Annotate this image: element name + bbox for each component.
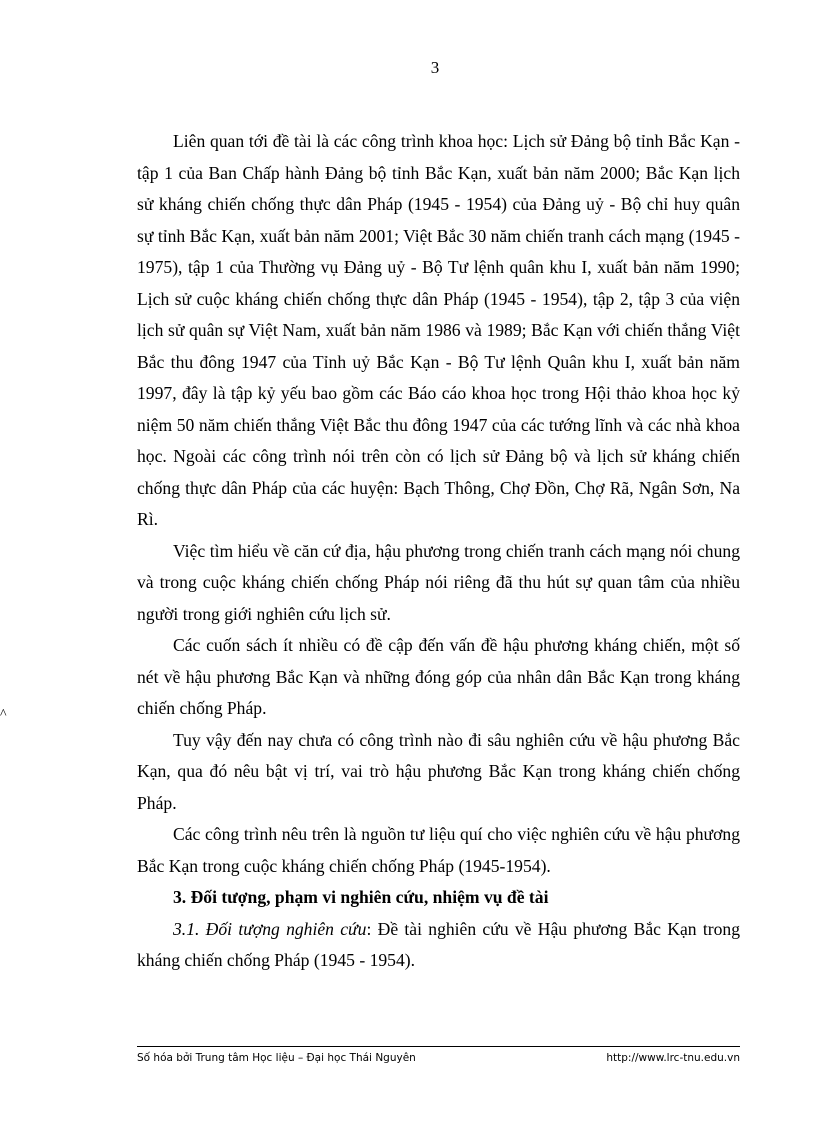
subsection-text: : Đề tài nghiên cứu về Hậu phương Bắc Kạn trong kháng chiến chống Pháp (1945 - 1954).: [137, 918, 740, 970]
paragraph-research-interest: Việc tìm hiểu về căn cứ địa, hậu phương trong chiến tranh cách mạng nói chung và trong cuộc kháng chiến chống Pháp nói riêng đã thu hút sự quan tâm của nhiều người trong giới nghiên cứu lịch sử.: [137, 540, 740, 624]
page-number: 3: [430, 58, 440, 77]
margin-mark: ^: [0, 707, 7, 722]
subsection-paragraph: [137, 914, 740, 977]
footer-divider: [137, 1046, 740, 1047]
paragraph-research-gap: Tuy vậy đến nay chưa có công trình nào đi sâu nghiên cứu về hậu phương Bắc Kạn, qua đó nêu bật vị trí, vai trò hậu phương Bắc Kạn trong kháng chiến chống Pháp.: [137, 729, 740, 813]
page-footer: [137, 1052, 740, 1064]
paragraph-related-works: Liên quan tới đề tài là các công trình khoa học: Lịch sử Đảng bộ tỉnh Bắc Kạn - tập 1 của Ban Chấp hành Đảng bộ tỉnh Bắc Kạn, xuất bản năm 2000; Bắc Kạn lịch sử kháng chiến chống thực dân Pháp (1945 - 1954) của Đảng uỷ - Bộ chỉ huy quân sự tỉnh Bắc Kạn, xuất bản năm 2001; Việt Bắc 30 năm chiến tranh cách mạng (1945 - 1975), tập 1 của Thường vụ Đảng uỷ - Bộ Tư lệnh quân khu I, xuất bản năm 1990; Lịch sử cuộc kháng chiến chống thực dân Pháp (1945 - 1954), tập 2, tập 3 của viện lịch sử quân sự Việt Nam, xuất bản năm 1986 và 1989; Bắc Kạn với chiến thắng Việt Bắc thu đông 1947 của Tỉnh uỷ Bắc Kạn - Bộ Tư lệnh Quân khu I, xuất bản năm 1997, đây là tập kỷ yếu bao gồm các Báo cáo khoa học trong Hội thảo khoa học kỷ niệm 50 năm chiến thắng Việt Bắc thu đông 1947 của các tướng lĩnh và các nhà khoa học. Ngoài các công trình nói trên còn có lịch sử Đảng bộ và lịch sử kháng chiến chống thực dân Pháp của các huyện: Bạch Thông, Chợ Đồn, Chợ Rã, Ngân Sơn, Na Rì.: [137, 131, 740, 529]
footer-source: Số hóa bởi Trung tâm Học liệu – Đại học Thái Nguyên: [137, 1052, 416, 1064]
footer-url: http://www.lrc-tnu.edu.vn: [606, 1052, 740, 1064]
paragraph-sources: Các công trình nêu trên là nguồn tư liệu quí cho việc nghiên cứu về hậu phương Bắc Kạn trong cuộc kháng chiến chống Pháp (1945-1954).: [137, 824, 740, 876]
section-heading: 3. Đối tượng, phạm vi nghiên cứu, nhiệm vụ đề tài: [173, 887, 549, 907]
paragraph-books-mention: Các cuốn sách ít nhiều có đề cập đến vấn đề hậu phương kháng chiến, một số nét về hậu phương Bắc Kạn và những đóng góp của nhân dân Bắc Kạn trong kháng chiến chống Pháp.: [137, 635, 740, 718]
document-body: [137, 126, 740, 977]
subsection-label: 3.1. Đối tượng nghiên cứu: [173, 918, 367, 939]
